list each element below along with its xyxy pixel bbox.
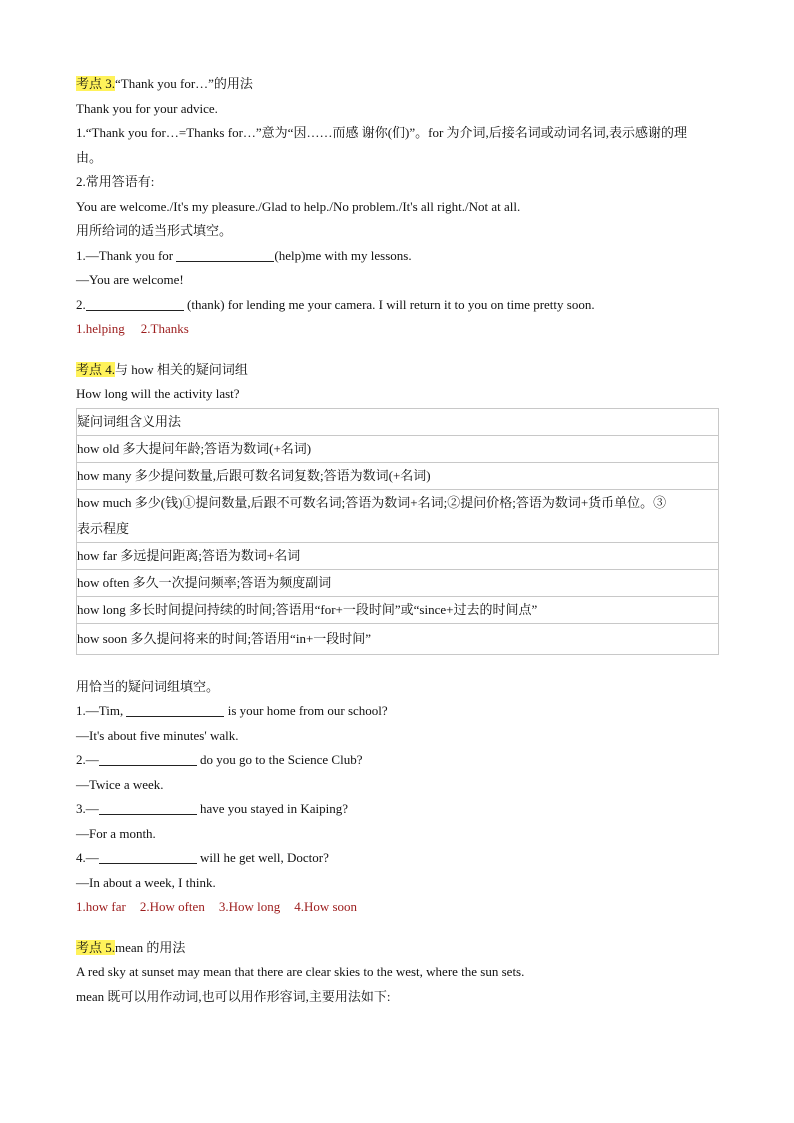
section-3-example: Thank you for your advice. (76, 100, 218, 116)
table-row: how far 多远提问距离;答语为数词+名词 (77, 542, 719, 569)
section-4-reply-2: —Twice a week. (76, 776, 164, 792)
answer-blank[interactable] (99, 801, 197, 815)
section-4-question-2: 2.— do you go to the Science Club? (76, 752, 363, 767)
table-row: how often 多久一次提问频率;答语为频度副词 (77, 569, 719, 596)
section-3-question-2: 2. (thank) for lending me your camera. I will return it to you on time pretty soon. (76, 296, 595, 312)
table-row: how much 多少(钱)①提问数量,后跟不可数名词;答语为数词+名词;②提问价格;答语为数词+货币单位。③ 表示程度 (77, 489, 719, 542)
section-4-question-1: 1.—Tim, is your home from our school? (76, 703, 388, 718)
section-4-example: How long will the activity last? (76, 386, 240, 401)
table-row: how long 多长时间提问持续的时间;答语用“for+一段时间”或“since+过去的时间点” (77, 596, 719, 623)
section-3-point-1-cont: 由。 (76, 149, 103, 165)
section-3-reply-1: —You are welcome! (76, 272, 184, 287)
section-3-point-1: 1.“Thank you for…=Thanks for…”意为“因……而感 谢你(们)”。for 为介词,后接名词或动词名词,表示感谢的理 (76, 125, 688, 140)
section-3-heading (76, 72, 722, 97)
table-row: how old 多大提问年龄;答语为数词(+名词) (77, 435, 719, 462)
section-3-tag: 考点 3. (76, 76, 116, 91)
section-4-question-4: 4.— will he get well, Doctor? (76, 850, 329, 865)
section-3-replies: You are welcome./It's my pleasure./Glad to help./No problem./It's all right./Not at all. (76, 198, 521, 214)
section-4-heading (76, 358, 722, 383)
section-5-point-1: mean 既可以用作动词,也可以用作形容词,主要用法如下: (76, 988, 391, 1004)
section-3-title: “Thank you for…”的用法 (115, 76, 253, 91)
answer-blank[interactable] (99, 850, 197, 864)
section-5-example: A red sky at sunset may mean that there are clear skies to the west, where the sun sets. (76, 964, 525, 979)
section-4-reply-3: —For a month. (76, 825, 156, 841)
answer-blank[interactable] (126, 703, 224, 717)
section-3-answers: 1.helping 2.Thanks (76, 321, 189, 336)
document-page (76, 72, 722, 1009)
how-phrases-table (76, 408, 719, 655)
table-row: 疑问词组含义用法 (77, 408, 719, 435)
section-4-tag: 考点 4. (76, 361, 116, 377)
answer-blank[interactable] (86, 297, 184, 311)
section-5-tag: 考点 5. (76, 939, 116, 955)
answer-blank[interactable] (176, 248, 274, 262)
table-row: how many 多少提问数量,后跟可数名词复数;答语为数词(+名词) (77, 462, 719, 489)
section-4-reply-1: —It's about five minutes' walk. (76, 727, 239, 743)
table-row: how soon 多久提问将来的时间;答语用“in+一段时间” (77, 623, 719, 654)
section-4-task: 用恰当的疑问词组填空。 (76, 678, 220, 694)
section-4-question-3: 3.— have you stayed in Kaiping? (76, 801, 349, 816)
answer-blank[interactable] (99, 752, 197, 766)
section-5-title: mean 的用法 (115, 939, 186, 955)
section-4-title: 与 how 相关的疑问词组 (115, 361, 248, 377)
section-5-heading (76, 936, 722, 961)
section-3-point-2: 2.常用答语有: (76, 174, 155, 189)
section-4-reply-4: —In about a week, I think. (76, 874, 216, 890)
section-3-question-1: 1.—Thank you for (help)me with my lessons. (76, 247, 412, 263)
section-4-answers: 1.how far 2.How often 3.How long 4.How soon (76, 899, 358, 914)
section-3-task: 用所给词的适当形式填空。 (76, 223, 233, 238)
